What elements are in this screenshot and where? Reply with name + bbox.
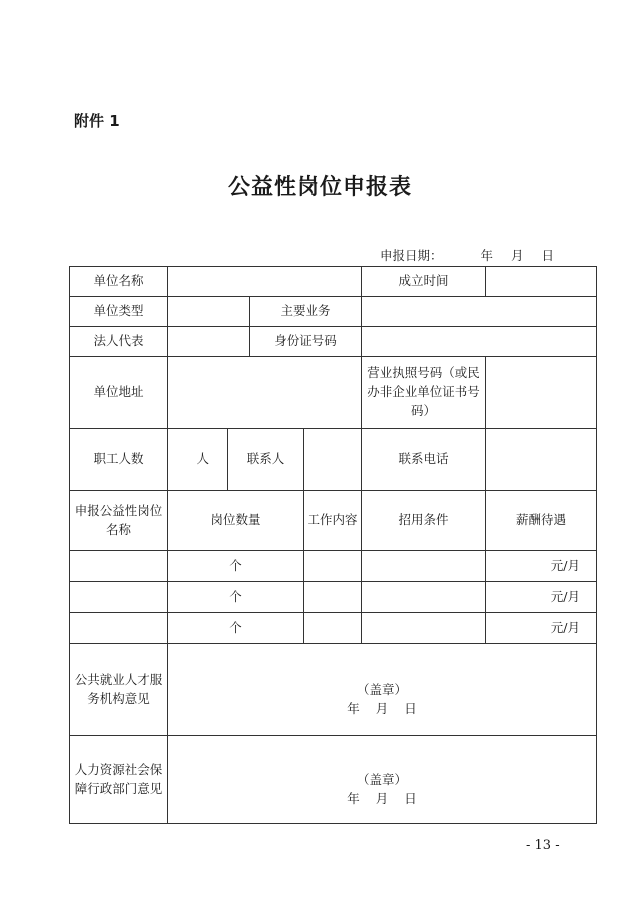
salary-cell[interactable] (486, 613, 597, 644)
id-number-field[interactable] (362, 327, 597, 357)
established-label: 成立时间 (362, 267, 486, 297)
staff-count-field[interactable] (168, 429, 228, 491)
salary-unit: 元/月 (550, 557, 580, 573)
phone-field[interactable] (486, 429, 597, 491)
seal-note: （盖章） (356, 771, 407, 787)
unit-type-label: 单位类型 (70, 297, 168, 327)
license-no-field[interactable] (486, 357, 597, 429)
post-count-cell[interactable] (168, 582, 304, 613)
contact-field[interactable] (304, 429, 362, 491)
requirements-cell[interactable] (362, 613, 486, 644)
post-name-header: 申报公益性岗位名称 (70, 491, 168, 551)
person-unit: 人 (196, 451, 209, 467)
post-name-cell[interactable] (70, 613, 168, 644)
id-number-label: 身份证号码 (250, 327, 362, 357)
hr-department-opinion-label: 人力资源社会保障行政部门意见 (70, 736, 168, 824)
seal-note: （盖章） (356, 681, 407, 697)
count-unit: 个 (229, 588, 242, 604)
requirements-header: 招用条件 (362, 491, 486, 551)
employment-service-opinion-label: 公共就业人才服务机构意见 (70, 644, 168, 736)
legal-rep-field[interactable] (168, 327, 250, 357)
main-business-field[interactable] (362, 297, 597, 327)
post-count-cell[interactable] (168, 551, 304, 582)
staff-count-label: 职工人数 (70, 429, 168, 491)
opinion-date: 年 月 日 (347, 790, 417, 806)
work-content-cell[interactable] (304, 551, 362, 582)
count-unit: 个 (229, 557, 242, 573)
established-field[interactable] (486, 267, 597, 297)
form-title: 公益性岗位申报表 (227, 174, 412, 200)
post-count-cell[interactable] (168, 613, 304, 644)
salary-cell[interactable] (486, 582, 597, 613)
attachment-label: 附件 1 (74, 112, 120, 130)
work-content-cell[interactable] (304, 582, 362, 613)
unit-name-field[interactable] (168, 267, 362, 297)
application-form (69, 266, 597, 824)
employment-service-opinion-field[interactable] (168, 644, 597, 736)
unit-address-label: 单位地址 (70, 357, 168, 429)
work-content-cell[interactable] (304, 613, 362, 644)
report-date-ymd: 年 月 日 (480, 248, 554, 263)
license-no-label: 营业执照号码（或民办非企业单位证书号码） (362, 357, 486, 429)
count-unit: 个 (229, 619, 242, 635)
legal-rep-label: 法人代表 (70, 327, 168, 357)
work-content-header: 工作内容 (304, 491, 362, 551)
requirements-cell[interactable] (362, 551, 486, 582)
report-date (380, 246, 554, 264)
opinion-date: 年 月 日 (347, 700, 417, 716)
requirements-cell[interactable] (362, 582, 486, 613)
post-row (70, 613, 597, 644)
post-count-header: 岗位数量 (168, 491, 304, 551)
report-date-label: 申报日期： (380, 248, 443, 263)
post-row (70, 582, 597, 613)
contact-label: 联系人 (228, 429, 304, 491)
salary-unit: 元/月 (550, 588, 580, 604)
unit-type-field[interactable] (168, 297, 250, 327)
post-name-cell[interactable] (70, 551, 168, 582)
salary-unit: 元/月 (550, 619, 580, 635)
unit-name-label: 单位名称 (70, 267, 168, 297)
post-name-cell[interactable] (70, 582, 168, 613)
salary-cell[interactable] (486, 551, 597, 582)
hr-department-opinion-field[interactable] (168, 736, 597, 824)
unit-address-field[interactable] (168, 357, 362, 429)
phone-label: 联系电话 (362, 429, 486, 491)
post-row (70, 551, 597, 582)
main-business-label: 主要业务 (250, 297, 362, 327)
salary-header: 薪酬待遇 (486, 491, 597, 551)
page-number: - 13 - (526, 838, 560, 853)
